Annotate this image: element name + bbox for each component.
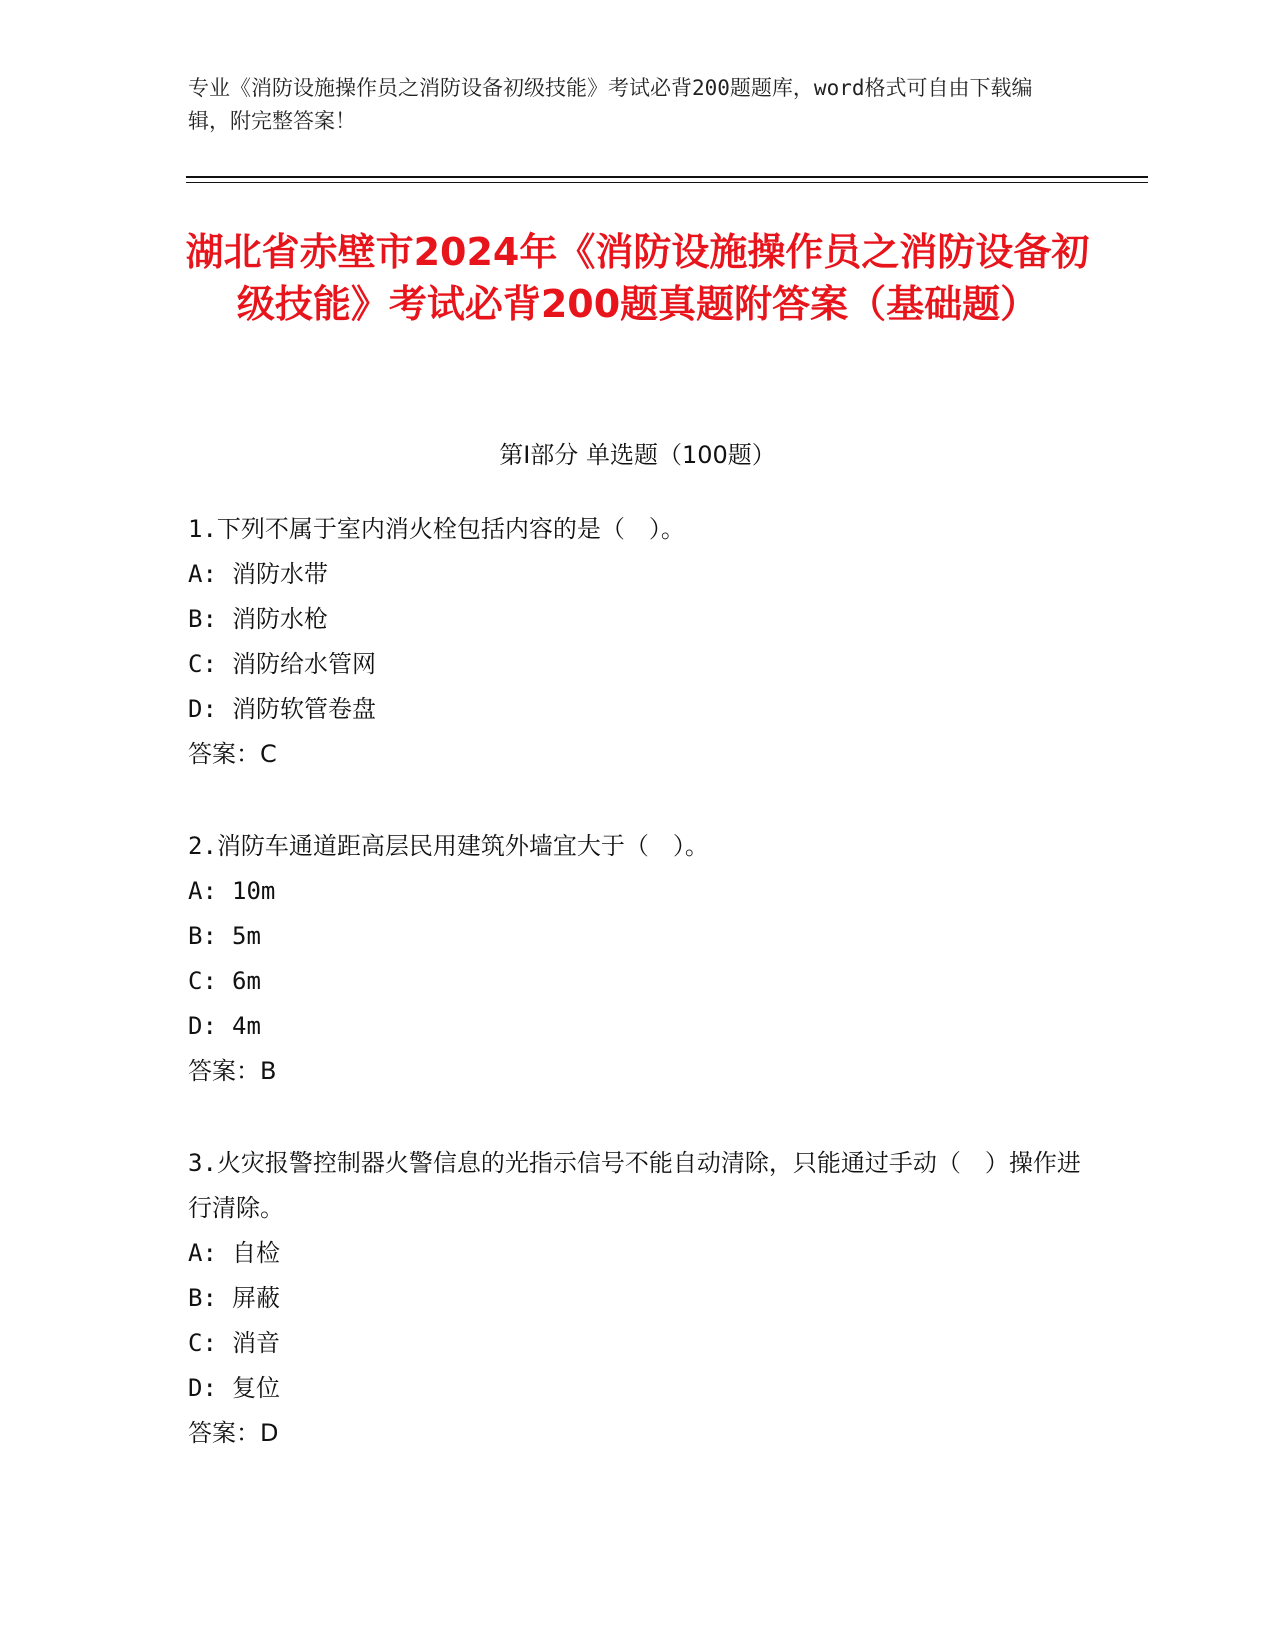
option-text: 6m <box>232 967 261 995</box>
option-text: 消音 <box>232 1329 280 1357</box>
section-title: 第I部分 单选题（100题） <box>499 441 776 469</box>
option-c <box>188 1321 1088 1366</box>
document-title: 湖北省赤壁市2024年《消防设施操作员之消防设备初级技能》考试必背200题真题附答案（基础题） <box>185 230 1090 326</box>
option-letter: C: <box>188 1329 217 1357</box>
option-text: 消防水枪 <box>232 605 328 633</box>
option-d <box>188 687 1088 732</box>
option-text: 屏蔽 <box>232 1284 280 1312</box>
option-a <box>188 552 1088 597</box>
option-letter: B: <box>188 1284 217 1312</box>
answer: 答案：B <box>188 1057 277 1085</box>
option-text: 消防给水管网 <box>232 650 376 678</box>
question-text: 3.火灾报警控制器火警信息的光指示信号不能自动清除，只能通过手动（ ）操作进行清除。 <box>188 1149 1081 1222</box>
option-c <box>188 959 1088 1004</box>
option-text: 10m <box>232 877 276 905</box>
option-b <box>188 1276 1088 1321</box>
option-letter: B: <box>188 922 217 950</box>
question-text: 2.消防车通道距高层民用建筑外墙宜大于（ ）。 <box>188 832 709 860</box>
option-text: 4m <box>232 1012 261 1040</box>
option-letter: A: <box>188 1239 217 1267</box>
option-letter: C: <box>188 650 217 678</box>
option-letter: B: <box>188 605 217 633</box>
question-1 <box>188 507 1088 777</box>
header-divider-thin <box>186 182 1148 183</box>
header-divider-thick <box>186 176 1148 178</box>
option-text: 消防软管卷盘 <box>232 695 376 723</box>
header-note: 专业《消防设施操作员之消防设备初级技能》考试必背200题题库，word格式可自由下载编辑，附完整答案！ <box>188 76 1033 133</box>
option-letter: A: <box>188 877 217 905</box>
question-text: 1.下列不属于室内消火栓包括内容的是（ ）。 <box>188 515 685 543</box>
option-letter: D: <box>188 1374 217 1402</box>
option-d <box>188 1366 1088 1411</box>
answer: 答案：C <box>188 740 277 768</box>
question-3 <box>188 1141 1088 1456</box>
option-a <box>188 869 1088 914</box>
option-text: 5m <box>232 922 261 950</box>
option-letter: D: <box>188 695 217 723</box>
option-letter: A: <box>188 560 217 588</box>
option-text: 消防水带 <box>232 560 328 588</box>
option-letter: C: <box>188 967 217 995</box>
option-b <box>188 597 1088 642</box>
option-c <box>188 642 1088 687</box>
option-d <box>188 1004 1088 1049</box>
option-text: 自检 <box>232 1239 280 1267</box>
answer: 答案：D <box>188 1419 279 1447</box>
option-b <box>188 914 1088 959</box>
option-letter: D: <box>188 1012 217 1040</box>
option-a <box>188 1231 1088 1276</box>
option-text: 复位 <box>232 1374 280 1402</box>
question-2 <box>188 824 1088 1094</box>
